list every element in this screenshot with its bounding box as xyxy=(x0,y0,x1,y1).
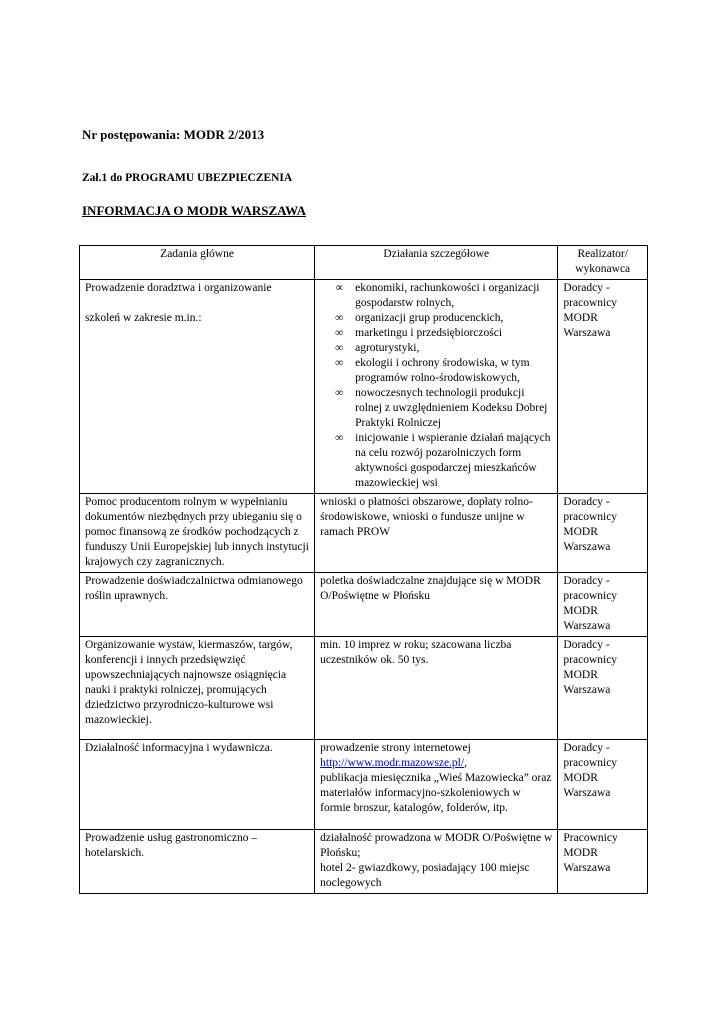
executor-cell: Doradcy - pracownicy MODR Warszawa xyxy=(558,740,648,830)
table-row xyxy=(80,830,648,894)
proceeding-number: Nr postępowania: MODR 2/2013 xyxy=(82,127,265,142)
executor-cell: Doradcy - pracownicy MODR Warszawa xyxy=(558,280,648,494)
list-item-text: organizacji grup producenckich, xyxy=(355,312,504,324)
task-cell xyxy=(80,280,315,494)
header-main-tasks: Zadania główne xyxy=(80,246,315,280)
bullet-icon: ∞ xyxy=(335,327,344,339)
table-row xyxy=(80,494,648,573)
task-cell: Działalność informacyjna i wydawnicza. xyxy=(80,740,315,830)
executor-cell: Pracownicy MODR Warszawa xyxy=(558,830,648,894)
attachment-label: Zał.1 do PROGRAMU UBEZPIECZENIA xyxy=(82,172,293,184)
list-item-text: nowoczesnych technologii produkcji rolnej z uwzględnieniem Kodeksu Dobrej Praktyki Rolniczej xyxy=(355,387,548,429)
detail-cell xyxy=(315,740,558,830)
table-row xyxy=(80,280,648,494)
bullet-list xyxy=(320,281,552,491)
detail-cell: poletka doświadczalne znajdujące się w MODR O/Poświętne w Płońsku xyxy=(315,573,558,637)
detail-text: publikacja miesięcznika „Wieś Mazowiecka” oraz materiałów informacyjno-szkoleniowych w formie broszur, katalogów, folderów, itp. xyxy=(320,772,552,814)
list-item xyxy=(335,386,552,431)
detail-cell: wnioski o płatności obszarowe, dopłaty rolno-środowiskowe, wnioski o fundusze unijne w ramach PROW xyxy=(315,494,558,573)
detail-link-line xyxy=(320,756,552,771)
list-item-text: inicjowanie i wspieranie działań mających na celu rozwój pozarolniczych form aktywności gospodarczej mieszkańców mazowieckiej wsi xyxy=(355,432,551,489)
task-cell: Prowadzenie doświadczalnictwa odmianowego roślin uprawnych. xyxy=(80,573,315,637)
bullet-icon: ∝ xyxy=(335,282,344,294)
link-suffix: , xyxy=(464,757,467,769)
list-item xyxy=(335,326,552,341)
list-item-text: ekologii i ochrony środowiska, w tym programów rolno-środowiskowych, xyxy=(355,357,530,384)
task-cell: Prowadzenie usług gastronomiczno – hotelarskich. xyxy=(80,830,315,894)
bullet-icon: ∞ xyxy=(335,357,344,369)
detail-cell xyxy=(315,830,558,894)
list-item xyxy=(335,341,552,356)
list-item xyxy=(335,356,552,386)
task-text: szkoleń w zakresie m.in.: xyxy=(85,312,202,324)
detail-text: prowadzenie strony internetowej xyxy=(320,742,471,754)
detail-cell xyxy=(315,280,558,494)
list-item-text: agroturystyki, xyxy=(355,342,420,354)
table-header-row xyxy=(80,246,648,280)
list-item xyxy=(335,431,552,491)
executor-cell: Doradcy - pracownicy MODR Warszawa xyxy=(558,637,648,740)
detail-cell: min. 10 imprez w roku; szacowana liczba uczestników ok. 50 tys. xyxy=(315,637,558,740)
executor-cell: Doradcy - pracownicy MODR Warszawa xyxy=(558,494,648,573)
task-cell: Organizowanie wystaw, kiermaszów, targów, konferencji i innych przedsięwzięć upowszechniających najnowsze osiągnięcia nauki i praktyki rolniczej, promujących dziedzictwo przyrodniczo-kulturowe wsi mazowieckiej. xyxy=(80,637,315,740)
bullet-icon: ∞ xyxy=(335,342,344,354)
list-item xyxy=(335,281,552,311)
table-row xyxy=(80,740,648,830)
bullet-icon: ∞ xyxy=(335,312,344,324)
list-item xyxy=(335,311,552,326)
header-detailed-actions: Działania szczegółowe xyxy=(315,246,558,280)
list-item-text: marketingu i przedsiębiorczości xyxy=(355,327,503,339)
detail-text: działalność prowadzona w MODR O/Poświętne w Płońsku; xyxy=(320,832,553,859)
document-title: INFORMACJA O MODR WARSZAWA xyxy=(82,203,307,218)
executor-cell: Doradcy - pracownicy MODR Warszawa xyxy=(558,573,648,637)
detail-text: hotel 2- gwiazdkowy, posiadający 100 miejsc noclegowych xyxy=(320,862,530,889)
website-link[interactable]: http://www.modr.mazowsze.pl/ xyxy=(320,757,465,769)
bullet-icon: ∞ xyxy=(335,432,344,444)
table-row xyxy=(80,637,648,740)
list-item-text: ekonomiki, rachunkowości i organizacji gospodarstw rolnych, xyxy=(355,282,540,309)
task-text: Prowadzenie doradztwa i organizowanie xyxy=(85,282,272,294)
bullet-icon: ∞ xyxy=(335,387,344,399)
task-cell: Pomoc producentom rolnym w wypełnianiu dokumentów niezbędnych przy ubieganiu się o pomoc finansową ze środków pochodzących z funduszy Unii Europejskiej lub innych instytucji krajowych czy zagranicznych. xyxy=(80,494,315,573)
info-table xyxy=(79,245,648,894)
header-executor: Realizator/ wykonawca xyxy=(558,246,648,280)
table-row xyxy=(80,573,648,637)
